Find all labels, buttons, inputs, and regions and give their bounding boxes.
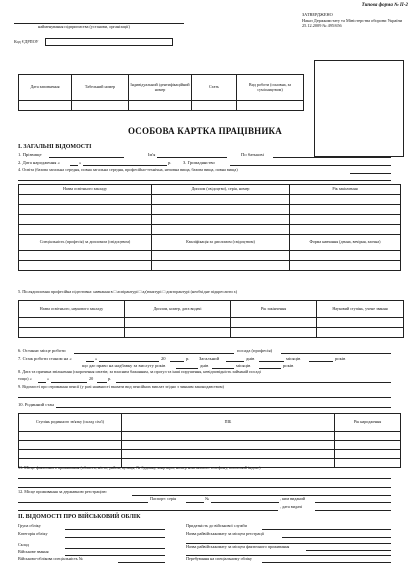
cell[interactable] (129, 101, 192, 111)
col-diploma-date: Диплом, номер, дата видачі (125, 301, 231, 318)
form-number: Типова форма № П-2 (361, 3, 408, 8)
cell[interactable] (19, 441, 122, 450)
col-relation: Ступінь родинного зв'язку (склад сім'ї) (19, 414, 122, 432)
residence-field-2[interactable] (18, 487, 391, 488)
cell[interactable] (19, 225, 152, 235)
cell[interactable] (19, 101, 72, 111)
registration-office-label: Назва райвійськкомату за місцем реєстрації (186, 531, 264, 536)
order-line-2: 25.12.2009 № 495/656 (302, 22, 342, 28)
line-4-education: 4. Освіта (базова загальна середня, повна загальна середня, професійно-технічна, неповна вища, базова вища, повна вища) (18, 167, 238, 172)
col-diploma: Диплом (свідоцтво), серія, номер (152, 185, 290, 195)
military-group-label: Група обліку (18, 523, 41, 528)
registration-field-2[interactable] (18, 502, 148, 503)
cell[interactable] (290, 205, 401, 215)
dismissal-year-prefix: 20 (89, 376, 94, 381)
edrpou-field[interactable] (45, 38, 173, 46)
special-registry-label: Перебування на спеціальному обліку (186, 556, 253, 561)
cell[interactable] (152, 195, 290, 205)
months-label: місяців (286, 356, 301, 361)
cell[interactable] (19, 261, 152, 271)
line-3-citizenship: 3. Громадянство (183, 160, 215, 165)
exp-month-field[interactable] (99, 361, 159, 362)
cell[interactable] (19, 215, 152, 225)
birth-month-year-field[interactable] (83, 165, 167, 166)
exp-year-field[interactable] (170, 361, 184, 362)
pension-field[interactable] (18, 397, 391, 398)
cell[interactable] (152, 251, 290, 261)
seniority-years-field[interactable] (259, 368, 281, 369)
cell[interactable] (335, 441, 401, 450)
cell[interactable] (290, 251, 401, 261)
line-10-family: 10. Родинний стан (18, 402, 54, 407)
postgrad-table (18, 300, 404, 338)
line-1-surname: 1. Прізвище (18, 152, 42, 157)
cell[interactable] (192, 101, 237, 111)
cell[interactable] (19, 205, 152, 215)
registration-office-field[interactable] (282, 537, 391, 538)
cell[interactable] (122, 441, 335, 450)
military-specialty-label: Військово-облікова спеціальність № (18, 556, 83, 561)
cell[interactable] (290, 225, 401, 235)
total-years-field[interactable] (309, 361, 333, 362)
col-qualification: Кваліфікація за дипломом (свідоцтвом) (152, 235, 290, 251)
seniority-years-label: років (283, 363, 294, 368)
total-months-field[interactable] (259, 361, 284, 362)
cell[interactable] (19, 450, 122, 459)
family-table (18, 413, 401, 468)
col-degree: Науковий ступінь, учене звання (317, 301, 404, 318)
line-5-postgrad: 5. Післядипломна професійна підготовка: навчання в □ аспірантурі □ ад'юнктурі □ докторантурі (необхідне підкреслити х) (18, 289, 238, 294)
cell[interactable] (317, 328, 404, 338)
passport-no-field[interactable] (211, 502, 279, 503)
military-category-label: Категорія обліку (18, 531, 48, 536)
page-title: ОСОБОВА КАРТКА ПРАЦІВНИКА (128, 126, 282, 136)
cell[interactable] (152, 225, 290, 235)
passport-issuer-label: , ким виданий (280, 496, 305, 501)
dismissal-date-prefix: тощо) « (18, 376, 32, 381)
line-12-registration: 12. Місце проживання за державною реєстрацією (18, 489, 107, 494)
total-label: Загальний (199, 356, 220, 361)
exp-quote: » (95, 356, 98, 361)
line-6-last-job: 6. Останнє місце роботи (18, 348, 66, 353)
line-1-patronymic: По батькові (241, 152, 264, 157)
name-field[interactable] (157, 157, 227, 158)
residence-field-1[interactable] (18, 478, 391, 479)
passport-date-label: , дата видачі (280, 504, 303, 509)
cell[interactable] (290, 195, 401, 205)
cell[interactable] (152, 215, 290, 225)
military-category-field[interactable] (65, 537, 165, 538)
fitness-label: Придатність до військової служби (186, 523, 247, 528)
dismissal-year-field[interactable] (97, 382, 107, 383)
military-composition-field[interactable] (65, 548, 165, 549)
dismissal-reason-field[interactable] (116, 382, 391, 383)
dismissal-year-suffix: р. (108, 376, 112, 381)
years-label: років (335, 356, 346, 361)
birth-day-field[interactable] (70, 165, 78, 166)
birth-year-suffix: р. (168, 160, 172, 165)
col-institution: Назва освітнього закладу (19, 185, 152, 195)
military-rank-label: Військове звання (18, 549, 49, 554)
passport-series-label: Паспорт: серія (150, 496, 177, 501)
seniority-label: що дає право на надбавку за вислугу років (82, 363, 166, 368)
military-group-field[interactable] (65, 529, 165, 530)
position-field[interactable] (281, 353, 391, 354)
passport-issuer-field-2[interactable] (18, 510, 278, 511)
cell[interactable] (19, 195, 152, 205)
surname-field[interactable] (49, 157, 124, 158)
military-specialty-field[interactable] (118, 562, 165, 563)
special-registry-field[interactable] (262, 562, 391, 563)
cell[interactable] (19, 432, 122, 441)
patronymic-field[interactable] (273, 157, 391, 158)
seniority-months-label: місяців (236, 363, 251, 368)
edrpou-label: Код ЄДРПОУ (14, 39, 39, 44)
cell[interactable] (72, 101, 129, 111)
cell[interactable] (19, 318, 125, 328)
cell[interactable] (335, 450, 401, 459)
section-1-heading: I. ЗАГАЛЬНІ ВІДОМОСТІ (18, 144, 92, 150)
seniority-days-label: днів (200, 363, 209, 368)
fitness-field[interactable] (262, 529, 391, 530)
line-2-birthdate: 2. Дата народження « (18, 160, 60, 165)
col-grad-year: Рік закінчення (290, 185, 401, 195)
cell[interactable] (122, 432, 335, 441)
col-study-form: Форма навчання (денна, вечірня, заочна) (290, 235, 401, 251)
military-composition-label: Склад (18, 542, 29, 547)
exp-year-suffix: р. (186, 356, 190, 361)
cell[interactable] (317, 318, 404, 328)
col-work-type: Вид роботи (основна, за сумісництвом) (237, 75, 304, 101)
passport-no-label: № (205, 496, 209, 501)
passport-series-field[interactable] (186, 502, 204, 503)
last-job-field[interactable] (74, 353, 234, 354)
col-gender: Стать (192, 75, 237, 101)
cell[interactable] (122, 450, 335, 459)
approved-label: ЗАТВЕРДЖЕНО (302, 12, 333, 18)
order-line-1: Наказ Держкомстату та Міністерства оборони України (302, 17, 403, 23)
passport-issuer-field[interactable] (315, 502, 391, 503)
dismissal-month-field[interactable] (51, 382, 87, 383)
exp-day-field[interactable] (86, 361, 94, 362)
line-8-dismissal: 8. Дата та причина звільнення (скорочення штатів; за власним бажанням, за прогул та інші порушення, невідповідність займаній посаді (18, 369, 261, 374)
col-personnel-no: Табельний номер (72, 75, 129, 101)
line-9-pension: 9. Відомості про отримання пенсії (у разі наявності вказати вид пенсійних виплат згідно з чинним законодавством) (18, 384, 224, 389)
photo-box[interactable] (314, 60, 404, 157)
org-caption: найменування підприємства (установи, організації) (38, 24, 130, 29)
education-field-2[interactable] (18, 180, 391, 181)
section-2-heading: II. ВІДОМОСТІ ПРО ВІЙСЬКОВИЙ ОБЛІК (18, 514, 141, 520)
cell[interactable] (231, 318, 317, 328)
col-tax-id: Індивідуальний ідентифікаційний номер (129, 75, 192, 101)
education-table (18, 184, 401, 271)
col-institution: Назва освітнього, наукового закладу (19, 301, 125, 318)
col-grad-year: Рік закінчення (231, 301, 317, 318)
education-field[interactable] (350, 173, 391, 174)
line-7-experience: 7. Стаж роботи станом на « (18, 356, 72, 361)
col-full-name: ПІБ (122, 414, 335, 432)
passport-date-field[interactable] (315, 510, 391, 511)
approval-block (296, 3, 408, 28)
citizenship-field[interactable] (230, 165, 391, 166)
line-1-name: Ім'я (148, 152, 156, 157)
cell[interactable] (290, 215, 401, 225)
total-days-field[interactable] (226, 361, 244, 362)
col-birth-year: Рік народження (335, 414, 401, 432)
line-11-residence: 11. Місце фактичного проживання (область, місто, район, вулиця, № будинку, квартири, номер контактного телефону, поштовий індекс) (18, 465, 261, 470)
days-label: днів (246, 356, 255, 361)
top-info-table (18, 74, 304, 111)
col-specialty: Спеціальність (професія) за дипломом (свідоцтвом) (19, 235, 152, 251)
cell[interactable] (125, 328, 231, 338)
cell[interactable] (335, 432, 401, 441)
cell[interactable] (152, 205, 290, 215)
residence-office-field[interactable] (306, 550, 391, 551)
family-status-field[interactable] (56, 407, 391, 408)
cell[interactable] (237, 101, 304, 111)
col-fill-date: Дата заповнення (19, 75, 72, 101)
cell[interactable] (231, 328, 317, 338)
cell[interactable] (152, 261, 290, 271)
residence-office-label: Назва райвійськкомату за місцем фактичного проживання (186, 544, 290, 549)
dismissal-day-field[interactable] (38, 382, 46, 383)
cell[interactable] (19, 251, 152, 261)
position-label: посада (професія) (237, 348, 273, 353)
cell[interactable] (125, 318, 231, 328)
cell[interactable] (290, 261, 401, 271)
cell[interactable] (335, 459, 401, 468)
cell[interactable] (19, 328, 125, 338)
birth-quote: » (79, 160, 82, 165)
exp-year-prefix: 20 (161, 356, 166, 361)
dismissal-quote: » (47, 376, 50, 381)
